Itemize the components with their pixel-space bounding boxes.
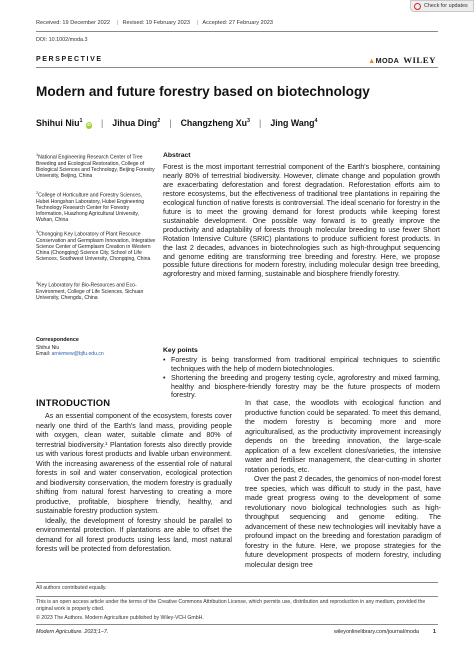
- abstract-heading: Abstract: [163, 152, 191, 159]
- key-points-heading: Key points: [163, 347, 198, 354]
- header-divider: [36, 31, 438, 32]
- publisher-brand: [368, 55, 436, 65]
- wiley-logo: WILEY: [403, 55, 436, 65]
- affiliation: $^4$Key Laboratory for Bio-Resources and Eco-Environment, College of Life Sciences, Sichuan University, Chengdu, China: [36, 281, 144, 301]
- affiliation: $^2$College of Horticulture and Forestry Sciences, Hubei Hongshan Laboratory, Hubei Engineering Technology Research Center for Forestry Information, Huazhong Agricultural University, Wuhan, China: [36, 191, 145, 224]
- correspondence-heading: Correspondence: [36, 337, 79, 343]
- article-title: Modern and future forestry based on biotechnology: [36, 84, 370, 99]
- author-list: Shihui Niu$^1$ iD | Jihua Ding$^2$ | Changzheng Xu$^3$ | Jing Wang$^4$: [36, 118, 318, 128]
- separator: |: [117, 20, 119, 26]
- author[interactable]: Changzheng Xu$^3$: [180, 118, 251, 128]
- corresponding-author: Shihui Niu: [36, 345, 60, 351]
- key-points-list: [163, 356, 440, 400]
- author[interactable]: Jing Wang$^4$: [270, 118, 318, 128]
- abstract-text: Forest is the most important terrestrial component of the Earth's biosphere, containing nearly 80% of terrestrial biodiversity. However, climate change and population growth are exacerbating deforestation and forest degradation. Reforestation efforts aim to restore ecosystems, but the effectiveness of traditional tree plantations in repairing the ecological function of native forests is controversial. The ideal scenario for forestry in the future is to meet the growing demand for forest products while keeping forest sustainable development. One possible way forward is to greatly improve the productivity and adaptability of forests through molecular breeding to use fewer Short Rotation Intensive Culture (SRIC) plantations to produce sufficient forest products. In the last 2 decades, advances in biotechnologies such as high-throughput sequencing and genome editing are transforming tree breeding and forestry. Here, we propose possible future directions for modern forestry, including molecular design tree breeding, agroforestry and mixed farming, sustainable and biosphere friendly forestry.: [163, 163, 440, 279]
- separator: |: [196, 20, 199, 26]
- check-for-updates-button[interactable]: [410, 0, 474, 12]
- footnote-divider: [36, 596, 438, 597]
- doi[interactable]: DOI: 10.1002/moda.3: [36, 37, 88, 43]
- license-note: This is an open access article under the terms of the Creative Commons Attribution License, which permits use, distribution and reproduction in any medium, provided the original work is properly cited.: [36, 599, 426, 612]
- footnote-divider: [36, 582, 438, 583]
- page-number: 1: [433, 629, 436, 635]
- body-paragraph: Over the past 2 decades, the genomics of non-model forest tree species, which was difficult to study in the past, have made great progress owing to the development of some revolutionary novo biological technologies such as high-throughput sequencing and genome editing. The advancement of these new technologies will inevitably have a profound impact on the breeding and forestation paradigm of forestry in the future. Here, we propose strategies for the future development prospects of modern forestry, including molecular design tree: [245, 475, 441, 569]
- section-divider: [36, 67, 438, 68]
- received-date: Received: 19 December 2022: [36, 20, 111, 26]
- journal-url[interactable]: wileyonlinelibrary.com/journal/moda: [334, 629, 419, 635]
- accepted-date: Accepted: 27 February 2023: [202, 20, 273, 26]
- body-left-column: [36, 412, 232, 555]
- revised-date: Revised: 19 February 2023: [122, 20, 190, 26]
- copyright-note: © 2023 The Authors. Modern Agriculture published by Wiley-VCH GmbH.: [36, 615, 204, 621]
- orcid-icon[interactable]: iD: [86, 122, 91, 127]
- article-history: [36, 20, 276, 26]
- footer-right: [334, 629, 436, 635]
- author[interactable]: Jihua Ding$^2$: [112, 118, 161, 128]
- journal-logo: ▲MODA: [368, 55, 400, 65]
- body-paragraph: As an essential component of the ecosystem, forests cover nearly one third of the Earth's land mass, providing people with oxygen, clean water, suitable climate and 80% of terrestrial biodiversity.¹ Plantation forests also directly provide us with various forest products and livable urban environment. With the increasing awareness of the essential role of natural forests in soil and water conservation, ecological protection and biodiversity conservation, the modern forestry is gradually shifting from natural forest harvesting to creating a more productive, profitable, biosphere friendly, healthy, and sustainable forestry production system.: [36, 412, 232, 516]
- key-point: • Forestry is being transformed from traditional empirical techniques to scientific techniques with the help of modern biotechnologies.: [163, 356, 440, 374]
- correspondence-block: [36, 345, 156, 357]
- email-link[interactable]: arniemew@bjfu.edu.cn: [51, 351, 104, 358]
- email-label: Email:: [36, 351, 51, 358]
- check-for-updates-label: Check for updates: [424, 3, 468, 9]
- author[interactable]: Shihui Niu$^1$: [36, 118, 83, 128]
- introduction-heading: INTRODUCTION: [36, 397, 111, 408]
- body-right-column: [245, 399, 441, 570]
- footer-divider: [36, 624, 438, 625]
- section-label: PERSPECTIVE: [36, 56, 103, 63]
- update-icon: [414, 3, 421, 10]
- contribution-note: All authors contributed equally.: [36, 585, 107, 591]
- key-point: • Shortening the breeding and progeny testing cycle, agroforestry and mixed farming, healthy and biosphere-friendly forestry may be the future prospects of modern forestry.: [163, 374, 440, 401]
- journal-citation: Modern Agriculture. 2023;1–7.: [36, 629, 109, 635]
- affiliation: $^1$National Engineering Research Center of Tree Breeding and Ecological Restoration, College of Biological Sciences and Technology, Beijing Forestry University, Beijing, China: [36, 153, 155, 180]
- affiliation: $^3$Chongqing Key Laboratory of Plant Resource Conservation and Germplasm Innovation, Integrative Science Center of Germplasm Creation in Western China (Chongqing) Science City, School of Life Sciences, Southwest University, Chongqing, China: [36, 230, 156, 263]
- body-paragraph: In that case, the woodlots with ecological function and productive function could be separated. To meet this demand, the modern forestry is becoming more and more agriculturalised, as the productivity improvement increasingly depends on the breeding innovation, the large-scale application of a few excellent clones/varieties, the intensive water and fertiliser management, the clear-cutting in shorter rotation periods, etc.: [245, 399, 441, 474]
- body-paragraph: Ideally, the development of forestry should be parallel to environmental protection. If plantations are able to offset the demand for all forest products using less land, most natural forests will be protected from deforestation.: [36, 516, 232, 554]
